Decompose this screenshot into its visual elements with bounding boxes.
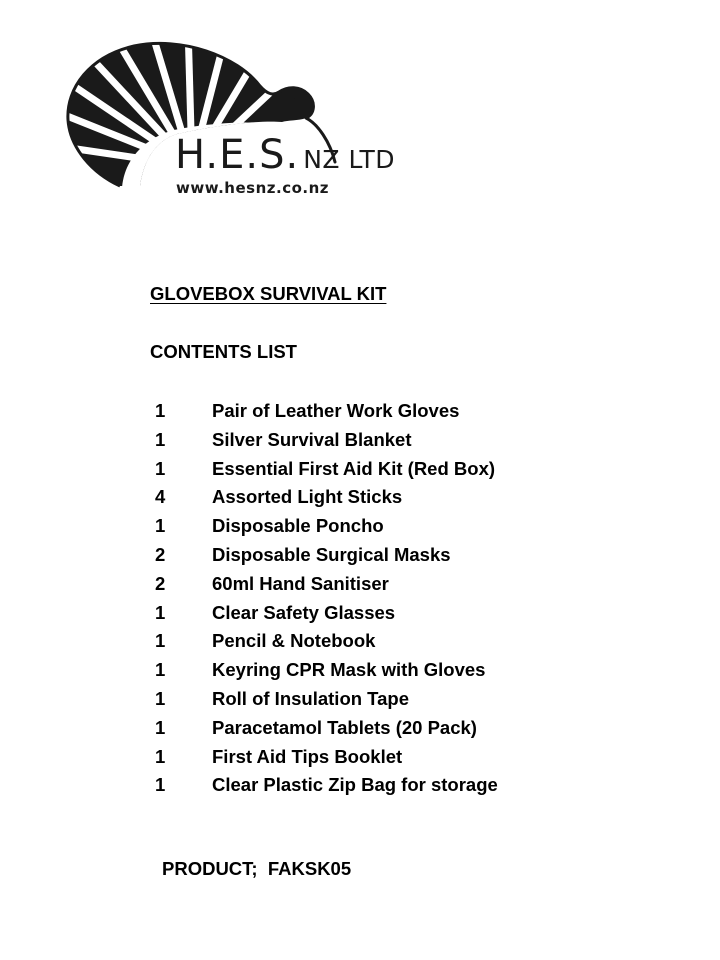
item-name: Essential First Aid Kit (Red Box) — [212, 457, 496, 479]
item-quantity: 2 — [155, 572, 166, 594]
item-name: 60ml Hand Sanitiser — [212, 572, 389, 594]
item-quantity: 1 — [155, 630, 166, 652]
list-item — [155, 627, 498, 656]
item-name: Clear Plastic Zip Bag for storage — [212, 774, 498, 796]
document-title: GLOVEBOX SURVIVAL KIT — [150, 283, 387, 304]
item-quantity: 1 — [155, 687, 166, 709]
item-quantity: 1 — [155, 601, 166, 623]
brand-main: H.E.S. — [175, 132, 300, 178]
website-url: www.hesnz.co.nz — [176, 179, 330, 197]
item-name: Roll of Insulation Tape — [212, 687, 409, 709]
list-item — [155, 743, 498, 772]
item-quantity: 1 — [155, 400, 166, 421]
list-item — [155, 512, 498, 541]
item-name: Pencil & Notebook — [212, 630, 376, 652]
list-item — [155, 714, 498, 743]
contents-list-heading: CONTENTS LIST — [150, 341, 297, 362]
item-quantity: 1 — [155, 659, 166, 681]
list-item — [155, 570, 498, 599]
contents-list — [155, 397, 498, 800]
list-item — [155, 599, 498, 628]
company-logo — [62, 38, 395, 203]
list-item — [155, 771, 498, 800]
list-item — [155, 656, 498, 685]
product-code: PRODUCT; FAKSK05 — [162, 858, 352, 879]
list-item — [155, 426, 498, 455]
item-name: Silver Survival Blanket — [212, 428, 412, 450]
item-name: First Aid Tips Booklet — [212, 745, 403, 767]
item-quantity: 1 — [155, 745, 166, 767]
item-quantity: 1 — [155, 457, 166, 479]
list-item — [155, 685, 498, 714]
item-quantity: 1 — [155, 428, 166, 450]
item-quantity: 1 — [155, 515, 166, 537]
item-name: Keyring CPR Mask with Gloves — [212, 659, 486, 681]
list-item — [155, 541, 498, 570]
item-name: Paracetamol Tablets (20 Pack) — [212, 716, 477, 738]
item-quantity: 1 — [155, 774, 166, 796]
company-name — [175, 132, 395, 180]
item-quantity: 1 — [155, 716, 166, 738]
item-name: Clear Safety Glasses — [212, 601, 396, 623]
item-quantity: 2 — [155, 543, 166, 565]
list-item — [155, 455, 498, 484]
item-name: Pair of Leather Work Gloves — [212, 400, 460, 421]
item-quantity: 4 — [155, 486, 166, 508]
list-item — [155, 483, 498, 512]
brand-suffix: NZ LTD — [303, 145, 395, 174]
item-name: Disposable Poncho — [212, 515, 384, 537]
list-item — [155, 397, 498, 426]
item-name: Assorted Light Sticks — [212, 486, 403, 508]
item-name: Disposable Surgical Masks — [212, 543, 451, 565]
